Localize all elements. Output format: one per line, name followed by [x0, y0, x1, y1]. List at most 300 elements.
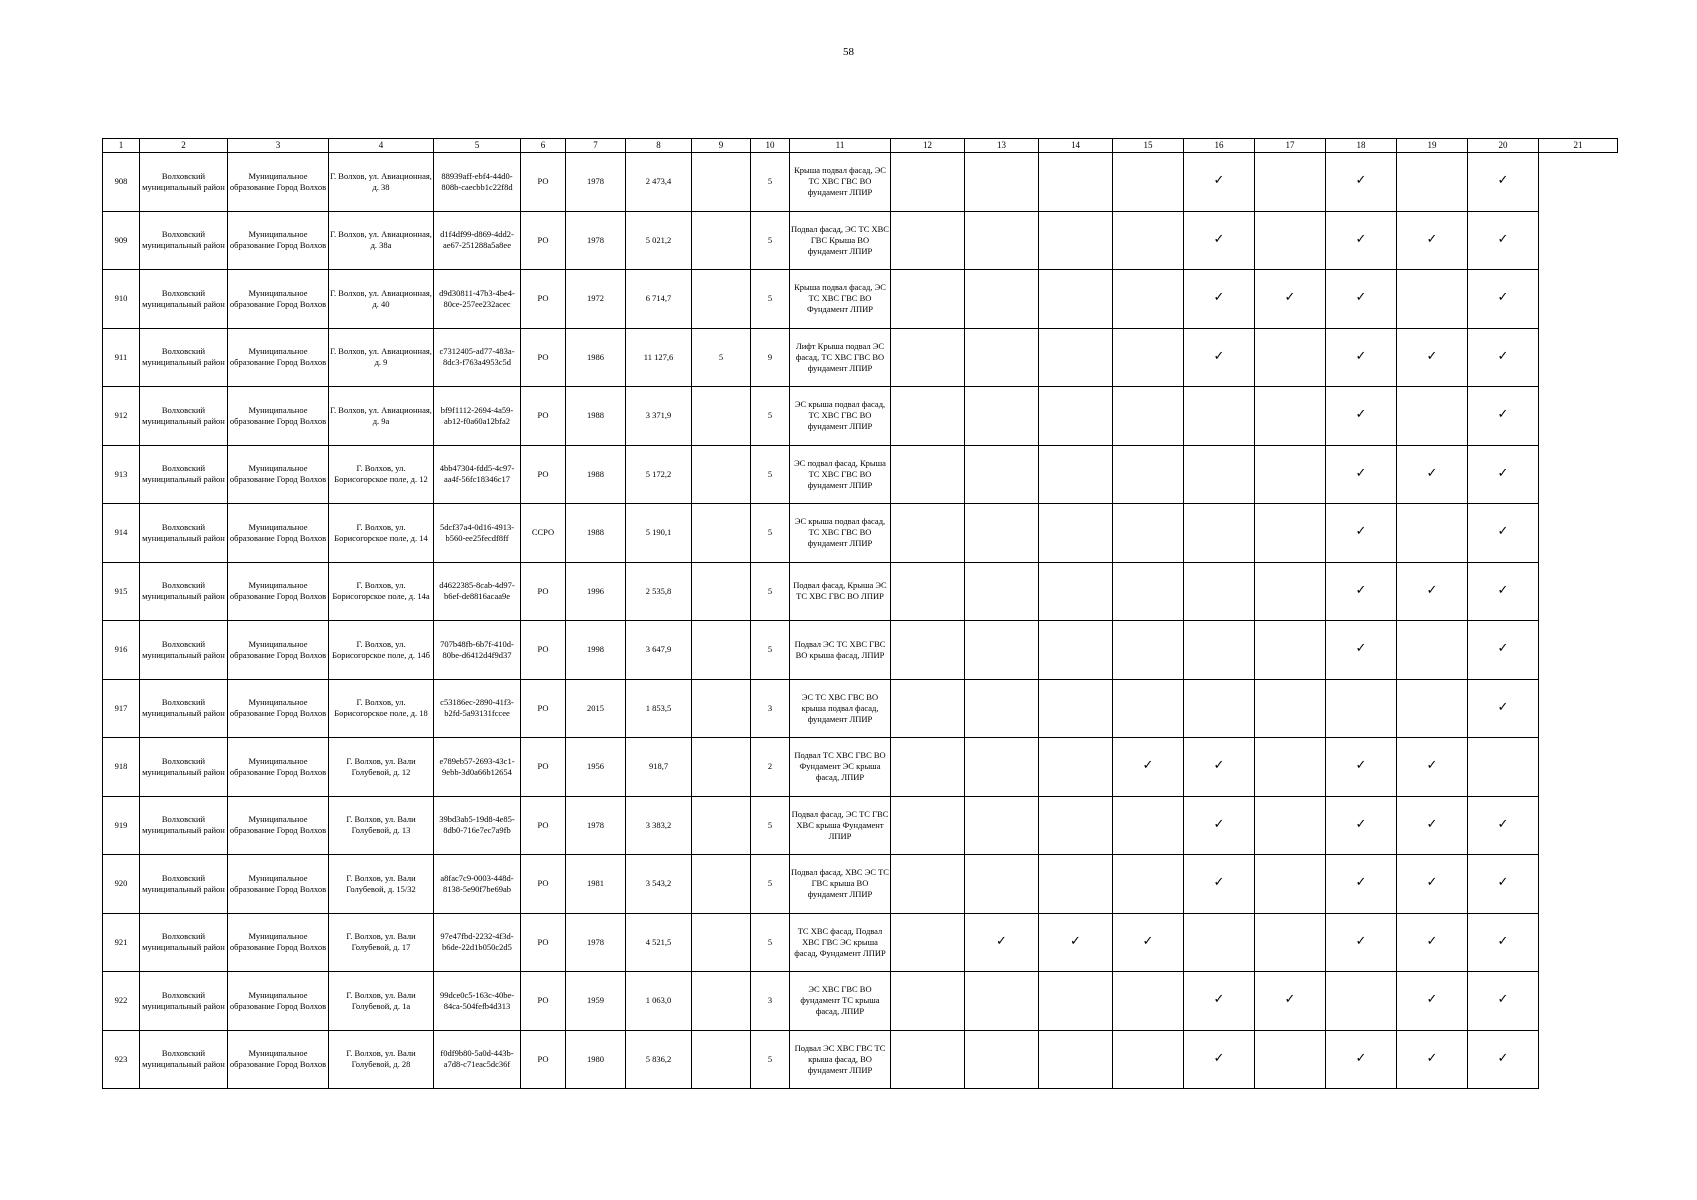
checkmark-icon: ✓ — [1284, 290, 1296, 306]
table-row — [103, 562, 1618, 621]
check-cell-col-14 — [1039, 211, 1113, 270]
column-9-cell — [692, 972, 751, 1031]
build-year-cell: 1998 — [566, 621, 626, 680]
check-cell-col-19 — [1397, 913, 1468, 972]
check-cell-col-13 — [965, 504, 1039, 563]
check-cell-col-17 — [1255, 972, 1326, 1031]
column-number-header: 18 — [1326, 139, 1397, 153]
column-9-cell — [692, 738, 751, 797]
checkmark-icon: ✓ — [1213, 173, 1225, 189]
area-cell: 5 172,2 — [626, 445, 692, 504]
district-cell: Волховский муниципальный район — [140, 270, 228, 329]
address-cell: Г. Волхов, ул. Авиационная, д. 38а — [329, 211, 434, 270]
checkmark-icon: ✓ — [1497, 992, 1509, 1008]
check-cell-col-12 — [891, 562, 965, 621]
address-cell: Г. Волхов, ул. Авиационная, д. 9а — [329, 387, 434, 446]
building-guid-cell: 97e47fbd-2232-4f3d-b6de-22d1b050c2d5 — [434, 913, 521, 972]
building-guid-cell: d9d30811-47b3-4be4-80ce-257ee232acec — [434, 270, 521, 329]
check-cell-col-12 — [891, 621, 965, 680]
check-cell-col-19 — [1397, 738, 1468, 797]
floors-cell: 5 — [751, 1030, 790, 1089]
build-year-cell: 1956 — [566, 738, 626, 797]
column-9-cell — [692, 445, 751, 504]
district-cell: Волховский муниципальный район — [140, 504, 228, 563]
check-cell-col-15 — [1113, 211, 1184, 270]
check-cell-col-16 — [1184, 445, 1255, 504]
checkmark-icon: ✓ — [1497, 816, 1509, 832]
district-cell: Волховский муниципальный район — [140, 387, 228, 446]
floors-cell: 3 — [751, 972, 790, 1031]
area-cell: 5 836,2 — [626, 1030, 692, 1089]
check-cell-col-13 — [965, 445, 1039, 504]
check-cell-col-18 — [1326, 621, 1397, 680]
check-cell-col-20 — [1468, 738, 1539, 797]
check-cell-col-19 — [1397, 1030, 1468, 1089]
checkmark-icon: ✓ — [1355, 582, 1367, 598]
fund-method-cell: РО — [521, 621, 566, 680]
check-cell-col-12 — [891, 679, 965, 738]
floors-cell: 9 — [751, 328, 790, 387]
checkmark-icon: ✓ — [1426, 582, 1438, 598]
check-cell-col-15 — [1113, 328, 1184, 387]
check-cell-col-14 — [1039, 796, 1113, 855]
building-guid-cell: 707b48fb-6b7f-410d-80be-d6412d4f9d37 — [434, 621, 521, 680]
column-9-cell — [692, 387, 751, 446]
fund-method-cell: РО — [521, 562, 566, 621]
checkmark-icon: ✓ — [1426, 992, 1438, 1008]
check-cell-col-14 — [1039, 679, 1113, 738]
check-cell-col-14 — [1039, 387, 1113, 446]
building-guid-cell: 39bd3ab5-19d8-4e85-8db0-716e7ec7a9fb — [434, 796, 521, 855]
fund-method-cell: РО — [521, 972, 566, 1031]
check-cell-col-16 — [1184, 1030, 1255, 1089]
checkmark-icon: ✓ — [1426, 816, 1438, 832]
area-cell: 3 371,9 — [626, 387, 692, 446]
checkmark-icon: ✓ — [1355, 816, 1367, 832]
building-guid-cell: c7312405-ad77-483a-8dc3-f763a4953c5d — [434, 328, 521, 387]
check-cell-col-20 — [1468, 153, 1539, 212]
row-number-cell: 918 — [103, 738, 140, 797]
floors-cell: 5 — [751, 913, 790, 972]
check-cell-col-12 — [891, 796, 965, 855]
check-cell-col-17 — [1255, 445, 1326, 504]
check-cell-col-16 — [1184, 504, 1255, 563]
row-number-cell: 910 — [103, 270, 140, 329]
check-cell-col-14 — [1039, 1030, 1113, 1089]
floors-cell: 5 — [751, 504, 790, 563]
area-cell: 11 127,6 — [626, 328, 692, 387]
area-cell: 1 853,5 — [626, 679, 692, 738]
checkmark-icon: ✓ — [1213, 348, 1225, 364]
building-guid-cell: f0df9b80-5a0d-443b-a7d8-c71eac5dc36f — [434, 1030, 521, 1089]
municipality-cell: Муниципальное образование Город Волхов — [228, 738, 329, 797]
row-number-cell: 922 — [103, 972, 140, 1031]
check-cell-col-17 — [1255, 387, 1326, 446]
floors-cell: 5 — [751, 153, 790, 212]
checkmark-icon: ✓ — [1355, 173, 1367, 189]
area-cell: 3 647,9 — [626, 621, 692, 680]
check-cell-col-20 — [1468, 1030, 1539, 1089]
row-number-cell: 912 — [103, 387, 140, 446]
column-number-header: 9 — [692, 139, 751, 153]
address-cell: Г. Волхов, ул. Вали Голубевой, д. 15/32 — [329, 855, 434, 914]
check-cell-col-19 — [1397, 211, 1468, 270]
column-9-cell — [692, 796, 751, 855]
checkmark-icon: ✓ — [1213, 875, 1225, 891]
check-cell-col-14 — [1039, 621, 1113, 680]
check-cell-col-15 — [1113, 1030, 1184, 1089]
check-cell-col-15 — [1113, 855, 1184, 914]
check-cell-col-15 — [1113, 153, 1184, 212]
building-guid-cell: a8fac7c9-0003-448d-8138-5e90f7be69ab — [434, 855, 521, 914]
column-number-header: 2 — [140, 139, 228, 153]
check-cell-col-17 — [1255, 1030, 1326, 1089]
column-number-header: 19 — [1397, 139, 1468, 153]
check-cell-col-14 — [1039, 913, 1113, 972]
floors-cell: 5 — [751, 445, 790, 504]
checkmark-icon: ✓ — [1497, 1050, 1509, 1066]
check-cell-col-14 — [1039, 972, 1113, 1031]
check-cell-col-15 — [1113, 738, 1184, 797]
works-list-cell: Подвал ТС ХВС ГВС ВО Фундамент ЭС крыша фасад, ЛПИР — [790, 738, 891, 797]
check-cell-col-13 — [965, 153, 1039, 212]
table-row — [103, 621, 1618, 680]
works-list-cell: ЭС ТС ХВС ГВС ВО крыша подвал фасад, фундамент ЛПИР — [790, 679, 891, 738]
municipality-cell: Муниципальное образование Город Волхов — [228, 445, 329, 504]
column-number-header: 8 — [626, 139, 692, 153]
district-cell: Волховский муниципальный район — [140, 796, 228, 855]
check-cell-col-12 — [891, 445, 965, 504]
column-9-cell — [692, 504, 751, 563]
works-list-cell: ЭС крыша подвал фасад, ТС ХВС ГВС ВО фундамент ЛПИР — [790, 387, 891, 446]
checkmark-icon: ✓ — [1426, 1050, 1438, 1066]
checkmark-icon: ✓ — [1426, 348, 1438, 364]
check-cell-col-18 — [1326, 562, 1397, 621]
check-cell-col-16 — [1184, 153, 1255, 212]
floors-cell: 5 — [751, 387, 790, 446]
floors-cell: 2 — [751, 738, 790, 797]
works-list-cell: Крыша подвал фасад, ЭС ТС ХВС ГВС ВО Фундамент ЛПИР — [790, 270, 891, 329]
check-cell-col-20 — [1468, 328, 1539, 387]
column-9-cell — [692, 913, 751, 972]
check-cell-col-16 — [1184, 913, 1255, 972]
build-year-cell: 1981 — [566, 855, 626, 914]
check-cell-col-15 — [1113, 387, 1184, 446]
checkmark-icon: ✓ — [1497, 641, 1509, 657]
checkmark-icon: ✓ — [1142, 758, 1154, 774]
address-cell: Г. Волхов, ул. Борисогорское поле, д. 14 — [329, 504, 434, 563]
fund-method-cell: РО — [521, 796, 566, 855]
build-year-cell: 1978 — [566, 153, 626, 212]
build-year-cell: 1978 — [566, 796, 626, 855]
fund-method-cell: РО — [521, 270, 566, 329]
check-cell-col-16 — [1184, 621, 1255, 680]
column-number-header: 12 — [891, 139, 965, 153]
district-cell: Волховский муниципальный район — [140, 913, 228, 972]
floors-cell: 5 — [751, 211, 790, 270]
checkmark-icon: ✓ — [1070, 933, 1081, 949]
municipality-cell: Муниципальное образование Город Волхов — [228, 1030, 329, 1089]
building-guid-cell: 88939aff-ebf4-44d0-808b-caecbb1c22f8d — [434, 153, 521, 212]
column-9-cell — [692, 679, 751, 738]
build-year-cell: 1980 — [566, 1030, 626, 1089]
building-guid-cell: d1f4df99-d869-4dd2-ae67-251288a5a8ee — [434, 211, 521, 270]
building-guid-cell: d4622385-8cab-4d97-b6ef-de8816acaa9e — [434, 562, 521, 621]
check-cell-col-18 — [1326, 855, 1397, 914]
check-cell-col-18 — [1326, 796, 1397, 855]
checkmark-icon: ✓ — [1355, 290, 1367, 306]
check-cell-col-12 — [891, 855, 965, 914]
fund-method-cell: РО — [521, 445, 566, 504]
check-cell-col-19 — [1397, 387, 1468, 446]
checkmark-icon: ✓ — [1355, 933, 1367, 949]
check-cell-col-15 — [1113, 445, 1184, 504]
checkmark-icon: ✓ — [1355, 1050, 1367, 1066]
row-number-cell: 919 — [103, 796, 140, 855]
area-cell: 5 190,1 — [626, 504, 692, 563]
table-row — [103, 328, 1618, 387]
fund-method-cell: РО — [521, 738, 566, 797]
checkmark-icon: ✓ — [1426, 231, 1438, 247]
check-cell-col-20 — [1468, 796, 1539, 855]
check-cell-col-13 — [965, 738, 1039, 797]
check-cell-col-20 — [1468, 211, 1539, 270]
check-cell-col-12 — [891, 387, 965, 446]
check-cell-col-13 — [965, 679, 1039, 738]
column-9-cell — [692, 562, 751, 621]
table-row — [103, 796, 1618, 855]
check-cell-col-20 — [1468, 445, 1539, 504]
checkmark-icon: ✓ — [1355, 758, 1367, 774]
column-number-row — [103, 139, 1618, 153]
floors-cell: 5 — [751, 562, 790, 621]
checkmark-icon: ✓ — [1497, 231, 1509, 247]
works-list-cell: Подвал ЭС ХВС ГВС ТС крыша фасад, ВО фундамент ЛПИР — [790, 1030, 891, 1089]
check-cell-col-15 — [1113, 972, 1184, 1031]
floors-cell: 5 — [751, 270, 790, 329]
check-cell-col-17 — [1255, 328, 1326, 387]
area-cell: 918,7 — [626, 738, 692, 797]
checkmark-icon: ✓ — [1426, 933, 1438, 949]
column-number-header: 1 — [103, 139, 140, 153]
check-cell-col-17 — [1255, 562, 1326, 621]
address-cell: Г. Волхов, ул. Вали Голубевой, д. 13 — [329, 796, 434, 855]
build-year-cell: 1988 — [566, 504, 626, 563]
check-cell-col-16 — [1184, 387, 1255, 446]
table-row — [103, 445, 1618, 504]
row-number-cell: 915 — [103, 562, 140, 621]
check-cell-col-12 — [891, 211, 965, 270]
municipality-cell: Муниципальное образование Город Волхов — [228, 621, 329, 680]
fund-method-cell: РО — [521, 211, 566, 270]
checkmark-icon: ✓ — [1426, 465, 1438, 481]
check-cell-col-15 — [1113, 270, 1184, 329]
check-cell-col-12 — [891, 972, 965, 1031]
area-cell: 4 521,5 — [626, 913, 692, 972]
table-row — [103, 972, 1618, 1031]
check-cell-col-15 — [1113, 562, 1184, 621]
district-cell: Волховский муниципальный район — [140, 679, 228, 738]
checkmark-icon: ✓ — [1497, 407, 1509, 423]
checkmark-icon: ✓ — [1497, 699, 1509, 715]
check-cell-col-18 — [1326, 445, 1397, 504]
row-number-cell: 914 — [103, 504, 140, 563]
check-cell-col-13 — [965, 972, 1039, 1031]
table-row — [103, 679, 1618, 738]
district-cell: Волховский муниципальный район — [140, 738, 228, 797]
check-cell-col-20 — [1468, 679, 1539, 738]
table-row — [103, 153, 1618, 212]
address-cell: Г. Волхов, ул. Вали Голубевой, д. 1а — [329, 972, 434, 1031]
page-number: 58 — [843, 46, 854, 58]
district-cell: Волховский муниципальный район — [140, 972, 228, 1031]
column-number-header: 4 — [329, 139, 434, 153]
column-number-header: 20 — [1468, 139, 1539, 153]
table-row — [103, 738, 1618, 797]
column-number-header: 7 — [566, 139, 626, 153]
check-cell-col-16 — [1184, 972, 1255, 1031]
address-cell: Г. Волхов, ул. Борисогорское поле, д. 18 — [329, 679, 434, 738]
check-cell-col-13 — [965, 211, 1039, 270]
build-year-cell: 1978 — [566, 913, 626, 972]
row-number-cell: 908 — [103, 153, 140, 212]
works-list-cell: ЭС ХВС ГВС ВО фундамент ТС крыша фасад, ЛПИР — [790, 972, 891, 1031]
municipality-cell: Муниципальное образование Город Волхов — [228, 504, 329, 563]
column-9-cell — [692, 621, 751, 680]
table-row — [103, 504, 1618, 563]
check-cell-col-19 — [1397, 153, 1468, 212]
build-year-cell: 1978 — [566, 211, 626, 270]
check-cell-col-19 — [1397, 972, 1468, 1031]
area-cell: 5 021,2 — [626, 211, 692, 270]
checkmark-icon: ✓ — [1497, 173, 1509, 189]
checkmark-icon: ✓ — [1497, 933, 1509, 949]
check-cell-col-20 — [1468, 913, 1539, 972]
table-row — [103, 1030, 1618, 1089]
check-cell-col-19 — [1397, 796, 1468, 855]
check-cell-col-15 — [1113, 504, 1184, 563]
check-cell-col-13 — [965, 796, 1039, 855]
works-list-cell: ТС ХВС фасад, Подвал ХВС ГВС ЭС крыша фасад, Фундамент ЛПИР — [790, 913, 891, 972]
build-year-cell: 1988 — [566, 445, 626, 504]
column-number-header: 10 — [751, 139, 790, 153]
works-list-cell: Подвал ЭС ТС ХВС ГВС ВО крыша фасад, ЛПИР — [790, 621, 891, 680]
area-cell: 2 535,8 — [626, 562, 692, 621]
table-row — [103, 913, 1618, 972]
build-year-cell: 1959 — [566, 972, 626, 1031]
floors-cell: 3 — [751, 679, 790, 738]
district-cell: Волховский муниципальный район — [140, 328, 228, 387]
check-cell-col-18 — [1326, 738, 1397, 797]
check-cell-col-18 — [1326, 1030, 1397, 1089]
works-list-cell: Крыша подвал фасад, ЭС ТС ХВС ГВС ВО фундамент ЛПИР — [790, 153, 891, 212]
check-cell-col-19 — [1397, 445, 1468, 504]
fund-method-cell: РО — [521, 153, 566, 212]
column-9-cell — [692, 1030, 751, 1089]
checkmark-icon: ✓ — [1355, 348, 1367, 364]
municipality-cell: Муниципальное образование Город Волхов — [228, 211, 329, 270]
build-year-cell: 1988 — [566, 387, 626, 446]
check-cell-col-13 — [965, 562, 1039, 621]
works-list-cell: Подвал фасад, Крыша ЭС ТС ХВС ГВС ВО ЛПИР — [790, 562, 891, 621]
build-year-cell: 1972 — [566, 270, 626, 329]
building-guid-cell: c53186ec-2890-41f3-b2fd-5a93131fccee — [434, 679, 521, 738]
check-cell-col-18 — [1326, 211, 1397, 270]
works-list-cell: Лифт Крыша подвал ЭС фасад, ТС ХВС ГВС ВО фундамент ЛПИР — [790, 328, 891, 387]
municipality-cell: Муниципальное образование Город Волхов — [228, 972, 329, 1031]
address-cell: Г. Волхов, ул. Авиационная, д. 9 — [329, 328, 434, 387]
checkmark-icon: ✓ — [1213, 231, 1225, 247]
row-number-cell: 913 — [103, 445, 140, 504]
column-number-header: 14 — [1039, 139, 1113, 153]
row-number-cell: 920 — [103, 855, 140, 914]
address-cell: Г. Волхов, ул. Авиационная, д. 38 — [329, 153, 434, 212]
check-cell-col-12 — [891, 328, 965, 387]
checkmark-icon: ✓ — [1426, 758, 1438, 774]
check-cell-col-14 — [1039, 270, 1113, 329]
checkmark-icon: ✓ — [1497, 875, 1509, 891]
building-guid-cell: 5dcf37a4-0d16-4913-b560-ee25fecdf8ff — [434, 504, 521, 563]
check-cell-col-12 — [891, 153, 965, 212]
district-cell: Волховский муниципальный район — [140, 855, 228, 914]
check-cell-col-19 — [1397, 562, 1468, 621]
works-list-cell: Подвал фасад, ЭС ТС ГВС ХВС крыша Фундамент ЛПИР — [790, 796, 891, 855]
address-cell: Г. Волхов, ул. Вали Голубевой, д. 28 — [329, 1030, 434, 1089]
district-cell: Волховский муниципальный район — [140, 211, 228, 270]
check-cell-col-15 — [1113, 796, 1184, 855]
check-cell-col-14 — [1039, 504, 1113, 563]
checkmark-icon: ✓ — [1497, 524, 1509, 540]
works-list-cell: ЭС подвал фасад, Крыша ТС ХВС ГВС ВО фундамент ЛПИР — [790, 445, 891, 504]
table-row — [103, 270, 1618, 329]
check-cell-col-20 — [1468, 504, 1539, 563]
municipality-cell: Муниципальное образование Город Волхов — [228, 562, 329, 621]
area-cell: 3 543,2 — [626, 855, 692, 914]
check-cell-col-20 — [1468, 855, 1539, 914]
check-cell-col-17 — [1255, 504, 1326, 563]
row-number-cell: 911 — [103, 328, 140, 387]
municipality-cell: Муниципальное образование Город Волхов — [228, 796, 329, 855]
district-cell: Волховский муниципальный район — [140, 562, 228, 621]
check-cell-col-16 — [1184, 796, 1255, 855]
area-cell: 2 473,4 — [626, 153, 692, 212]
building-guid-cell: e789eb57-2693-43c1-9ebb-3d0a66b12654 — [434, 738, 521, 797]
floors-cell: 5 — [751, 855, 790, 914]
fund-method-cell: РО — [521, 1030, 566, 1089]
checkmark-icon: ✓ — [1497, 348, 1509, 364]
checkmark-icon: ✓ — [1497, 582, 1509, 598]
check-cell-col-13 — [965, 328, 1039, 387]
check-cell-col-20 — [1468, 621, 1539, 680]
check-cell-col-18 — [1326, 387, 1397, 446]
check-cell-col-19 — [1397, 504, 1468, 563]
build-year-cell: 1996 — [566, 562, 626, 621]
fund-method-cell: РО — [521, 387, 566, 446]
municipality-cell: Муниципальное образование Город Волхов — [228, 387, 329, 446]
district-cell: Волховский муниципальный район — [140, 445, 228, 504]
checkmark-icon: ✓ — [996, 933, 1007, 949]
address-cell: Г. Волхов, ул. Авиационная, д. 40 — [329, 270, 434, 329]
area-cell: 6 714,7 — [626, 270, 692, 329]
checkmark-icon: ✓ — [1213, 758, 1225, 774]
works-list-cell: Подвал фасад, ХВС ЭС ТС ГВС крыша ВО фундамент ЛПИР — [790, 855, 891, 914]
check-cell-col-14 — [1039, 855, 1113, 914]
check-cell-col-19 — [1397, 270, 1468, 329]
check-cell-col-12 — [891, 1030, 965, 1089]
address-cell: Г. Волхов, ул. Вали Голубевой, д. 12 — [329, 738, 434, 797]
check-cell-col-12 — [891, 270, 965, 329]
address-cell: Г. Волхов, ул. Вали Голубевой, д. 17 — [329, 913, 434, 972]
